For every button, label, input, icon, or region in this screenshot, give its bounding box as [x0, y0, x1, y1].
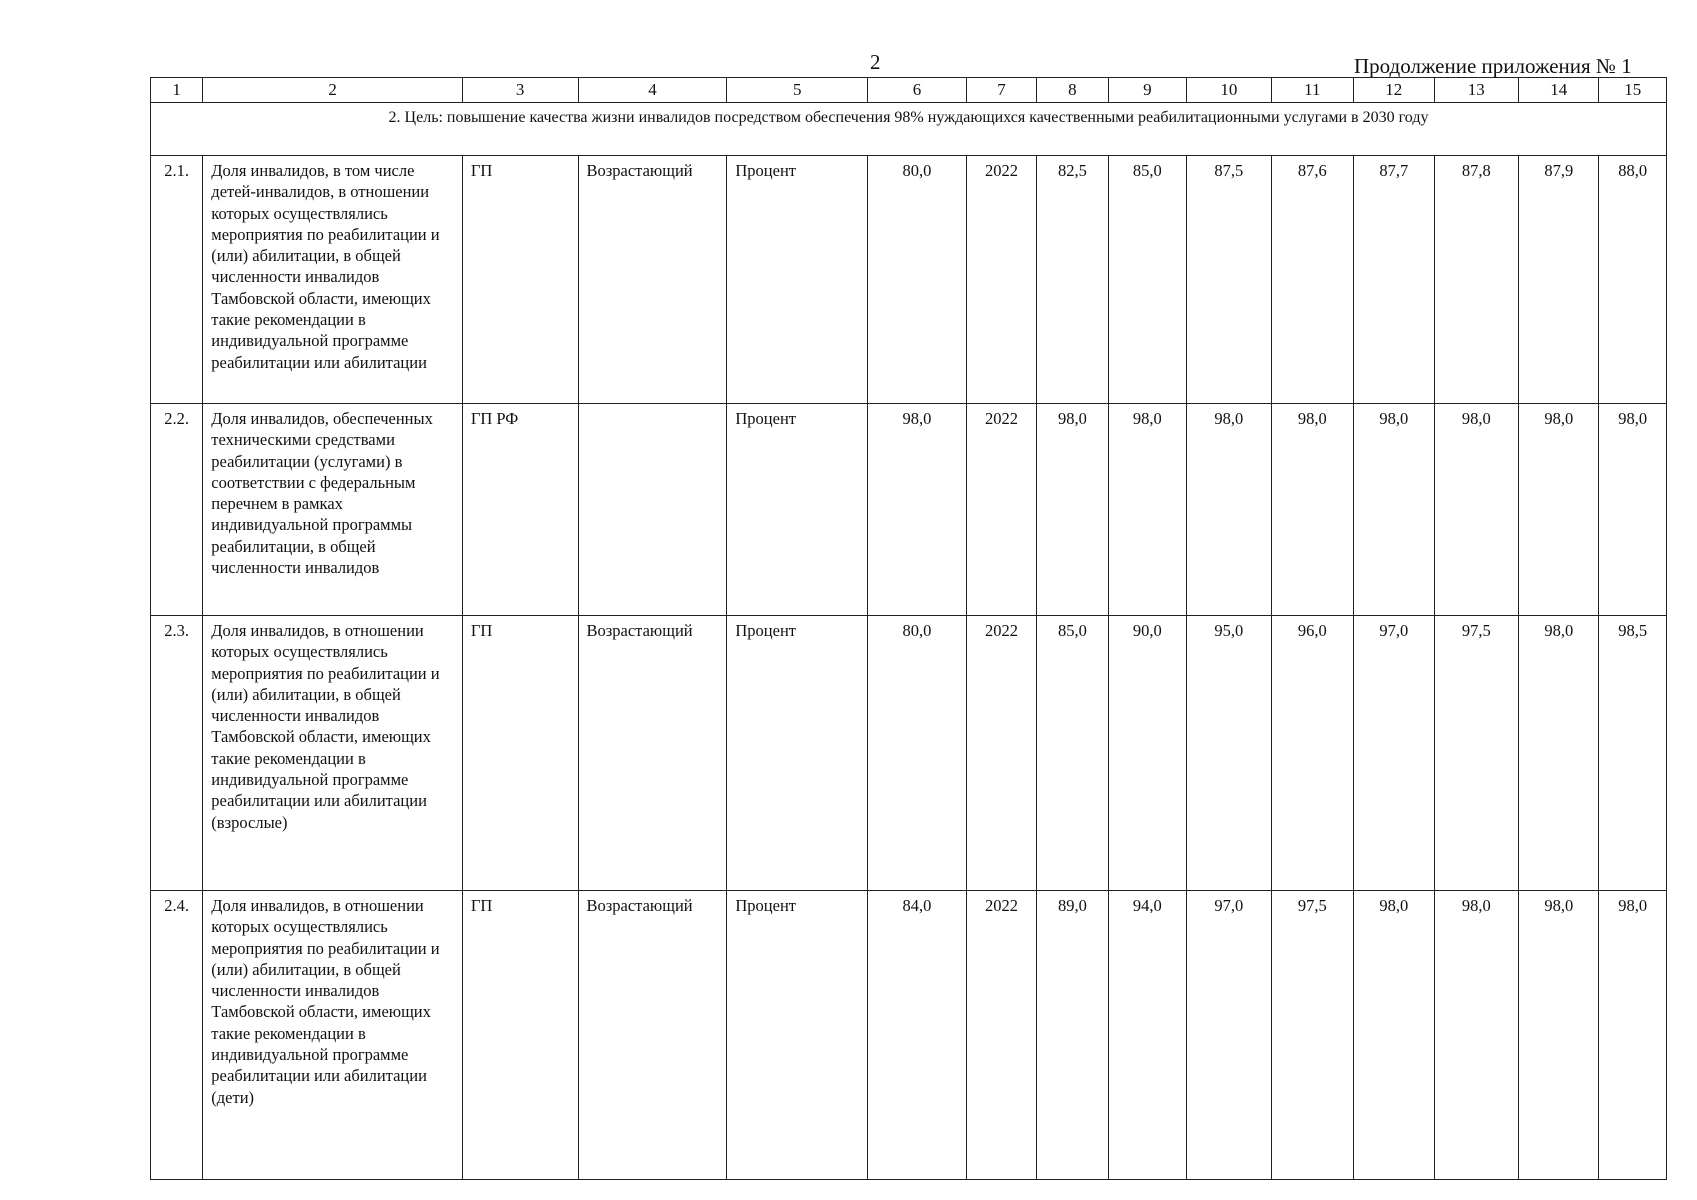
row-number: 2.4. — [151, 891, 203, 1180]
value-cell: 98,0 — [1434, 891, 1519, 1180]
indicator-trend: Возрастающий — [578, 156, 727, 404]
value-cell: 98,0 — [1599, 891, 1667, 1180]
column-number: 12 — [1354, 78, 1434, 103]
value-cell: 87,8 — [1434, 156, 1519, 404]
page-number: 2 — [870, 50, 881, 74]
base-year: 2022 — [966, 616, 1036, 891]
value-cell: 98,0 — [1519, 891, 1599, 1180]
value-cell: 98,0 — [1354, 404, 1434, 616]
base-value: 98,0 — [868, 404, 967, 616]
row-number: 2.3. — [151, 616, 203, 891]
column-number: 13 — [1434, 78, 1519, 103]
base-value: 80,0 — [868, 156, 967, 404]
value-cell: 98,0 — [1519, 404, 1599, 616]
indicator-name: Доля инвалидов, в отношении которых осуществлялись мероприятия по реабилитации и (или) абилитации, в общей численности инвалидов Тамбовской области, имеющих такие рекомендации в индивидуальной программе реабилитации или абилитации (взрослые) — [203, 616, 463, 891]
value-cell: 97,5 — [1271, 891, 1353, 1180]
column-number: 1 — [151, 78, 203, 103]
value-cell: 98,0 — [1271, 404, 1353, 616]
column-number: 2 — [203, 78, 463, 103]
table-row — [151, 616, 1667, 891]
goal-row — [151, 103, 1667, 156]
indicator-name: Доля инвалидов, в отношении которых осуществлялись мероприятия по реабилитации и (или) абилитации, в общей численности инвалидов Тамбовской области, имеющих такие рекомендации в индивидуальной программе реабилитации или абилитации (дети) — [203, 891, 463, 1180]
value-cell: 95,0 — [1187, 616, 1272, 891]
indicator-name: Доля инвалидов, обеспеченных техническими средствами реабилитации (услугами) в соответствии с федеральным перечнем в рамках индивидуальной программы реабилитации, в общей численности инвалидов — [203, 404, 463, 616]
indicator-trend: Возрастающий — [578, 616, 727, 891]
value-cell: 94,0 — [1108, 891, 1186, 1180]
value-cell: 82,5 — [1037, 156, 1108, 404]
goal-text: 2. Цель: повышение качества жизни инвалидов посредством обеспечения 98% нуждающихся качественными реабилитационными услугами в 2030 году — [151, 103, 1667, 156]
value-cell: 97,0 — [1187, 891, 1272, 1180]
base-year: 2022 — [966, 156, 1036, 404]
value-cell: 98,0 — [1187, 404, 1272, 616]
column-number: 11 — [1271, 78, 1353, 103]
value-cell: 97,0 — [1354, 616, 1434, 891]
value-cell: 89,0 — [1037, 891, 1108, 1180]
indicators-table — [150, 77, 1667, 1180]
value-cell: 88,0 — [1599, 156, 1667, 404]
indicator-level: ГП — [462, 891, 578, 1180]
row-number: 2.2. — [151, 404, 203, 616]
value-cell: 90,0 — [1108, 616, 1186, 891]
indicator-level: ГП — [462, 616, 578, 891]
column-number: 3 — [462, 78, 578, 103]
indicator-level: ГП — [462, 156, 578, 404]
value-cell: 87,6 — [1271, 156, 1353, 404]
column-number: 4 — [578, 78, 727, 103]
base-year: 2022 — [966, 891, 1036, 1180]
column-number: 6 — [868, 78, 967, 103]
column-number: 8 — [1037, 78, 1108, 103]
value-cell: 87,7 — [1354, 156, 1434, 404]
value-cell: 98,0 — [1108, 404, 1186, 616]
column-number: 9 — [1108, 78, 1186, 103]
row-number: 2.1. — [151, 156, 203, 404]
value-cell: 98,0 — [1037, 404, 1108, 616]
column-number: 7 — [966, 78, 1036, 103]
base-year: 2022 — [966, 404, 1036, 616]
value-cell: 98,0 — [1354, 891, 1434, 1180]
value-cell: 96,0 — [1271, 616, 1353, 891]
value-cell: 85,0 — [1108, 156, 1186, 404]
value-cell: 98,0 — [1599, 404, 1667, 616]
table-row — [151, 156, 1667, 404]
column-number: 10 — [1187, 78, 1272, 103]
value-cell: 87,9 — [1519, 156, 1599, 404]
table-row — [151, 404, 1667, 616]
value-cell: 98,5 — [1599, 616, 1667, 891]
value-cell: 87,5 — [1187, 156, 1272, 404]
value-cell: 98,0 — [1519, 616, 1599, 891]
column-number: 14 — [1519, 78, 1599, 103]
indicator-unit: Процент — [727, 156, 868, 404]
value-cell: 85,0 — [1037, 616, 1108, 891]
column-number: 15 — [1599, 78, 1667, 103]
indicator-unit: Процент — [727, 891, 868, 1180]
column-number: 5 — [727, 78, 868, 103]
value-cell: 97,5 — [1434, 616, 1519, 891]
indicator-name: Доля инвалидов, в том числе детей-инвалидов, в отношении которых осуществлялись мероприятия по реабилитации и (или) абилитации, в общей численности инвалидов Тамбовской области, имеющих такие рекомендации в индивидуальной программе реабилитации или абилитации — [203, 156, 463, 404]
indicator-trend: Возрастающий — [578, 891, 727, 1180]
base-value: 80,0 — [868, 616, 967, 891]
column-number-row — [151, 78, 1667, 103]
indicator-trend — [578, 404, 727, 616]
base-value: 84,0 — [868, 891, 967, 1180]
indicator-unit: Процент — [727, 616, 868, 891]
continuation-note: Продолжение приложения № 1 — [1354, 54, 1632, 78]
indicator-unit: Процент — [727, 404, 868, 616]
indicator-level: ГП РФ — [462, 404, 578, 616]
value-cell: 98,0 — [1434, 404, 1519, 616]
table-row — [151, 891, 1667, 1180]
